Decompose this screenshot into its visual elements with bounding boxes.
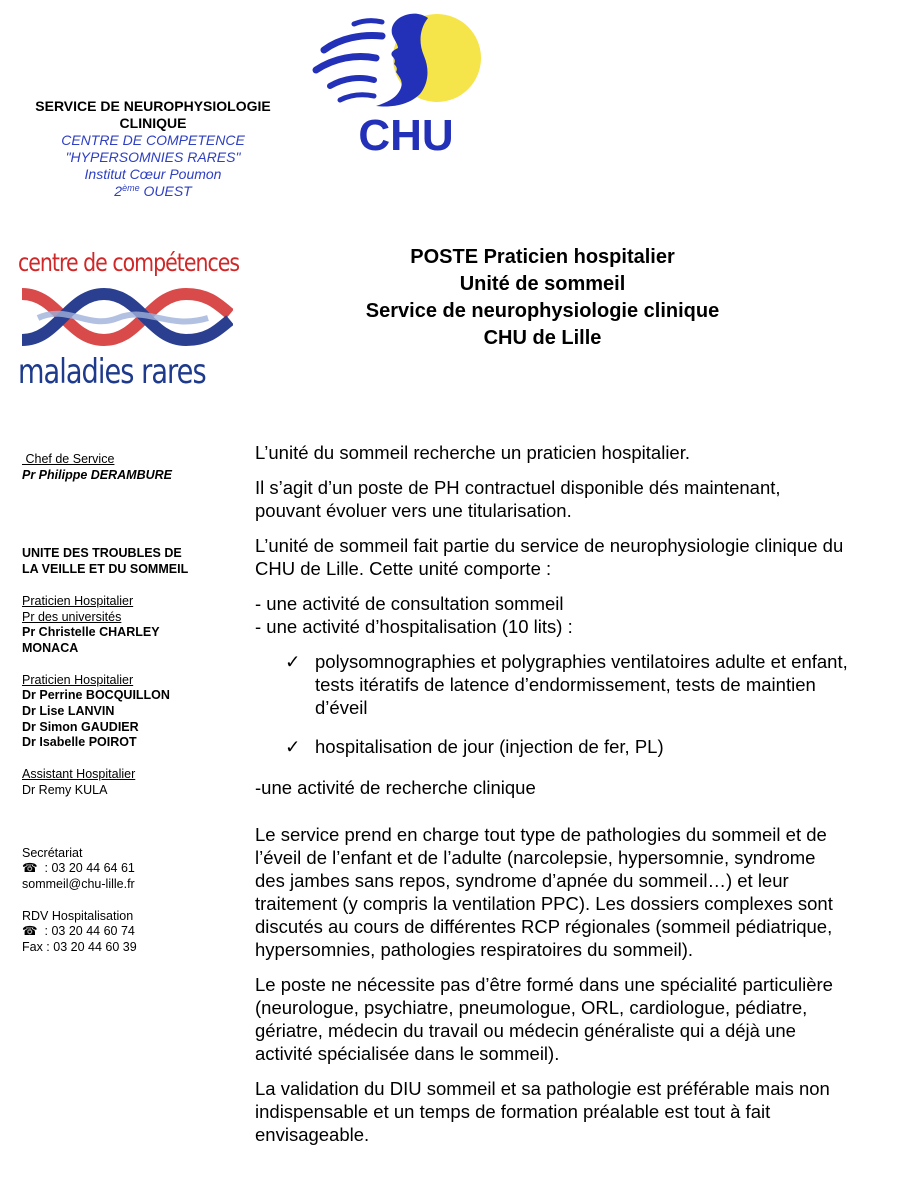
activity-item: - une activité de consultation sommeil <box>255 593 564 614</box>
checkmark-icon: ✓ <box>285 651 301 672</box>
rare-diseases-logo-top-text: centre de compétences <box>18 248 240 277</box>
post-title-line2: Unité de sommeil <box>459 273 626 295</box>
rare-diseases-logo-bottom-text: maladies rares <box>18 352 206 392</box>
requirements-line: activité spécialisée dans le sommeil). <box>255 1043 560 1064</box>
service-header <box>18 98 288 200</box>
job-description <box>255 441 915 1146</box>
secretariat-label: Secrétariat <box>22 845 83 860</box>
pu-name-line2: MONACA <box>22 640 79 655</box>
post-title <box>290 244 795 352</box>
scope-line: des jambes sans repos, syndrome d’apnée du sommeil…) et leur <box>255 870 789 891</box>
contract-line2: pouvant évoluer vers une titularisation. <box>255 500 572 521</box>
activity-item: -une activité de recherche clinique <box>255 777 536 798</box>
chu-logo-face <box>376 14 428 107</box>
chu-logo <box>310 8 490 158</box>
institute-line: Institut Cœur Poumon <box>84 166 222 182</box>
rdv-fax: Fax : 03 20 44 60 39 <box>22 940 137 955</box>
service-name-line2: CLINIQUE <box>119 115 187 131</box>
pu-name-line1: Pr Christelle CHARLEY <box>22 625 160 640</box>
scope-line: traitement (y compris la ventilation PPC). Les dossiers complexes sont <box>255 893 833 914</box>
service-name-line1: SERVICE DE NEUROPHYSIOLOGIE <box>35 98 271 114</box>
diu-line: indispensable et un temps de formation préalable est tout à fait <box>255 1101 771 1122</box>
scope-line: Le service prend en charge tout type de pathologies du sommeil et de <box>255 824 827 845</box>
diu-line: envisageable. <box>255 1124 370 1145</box>
phone-icon: ☎ <box>22 861 38 876</box>
check-item-line: tests itératifs de latence d’endormissement, tests de maintien <box>315 674 816 695</box>
rdv-label: RDV Hospitalisation <box>22 908 134 923</box>
ph-name: Dr Isabelle POIROT <box>22 735 137 750</box>
pu-label: Pr des universités <box>22 609 122 624</box>
diu-line: La validation du DIU sommeil et sa pathologie est préférable mais non <box>255 1078 830 1099</box>
competence-center-line: CENTRE DE COMPETENCE <box>61 132 245 148</box>
secretariat-phone: : 03 20 44 64 61 <box>37 861 135 876</box>
post-title-line1: POSTE Praticien hospitalier <box>410 246 675 268</box>
check-item-line: hospitalisation de jour (injection de fer, PL) <box>315 736 664 757</box>
post-title-line4: CHU de Lille <box>483 327 602 349</box>
ph-name: Dr Simon GAUDIER <box>22 719 139 734</box>
check-item-line: d’éveil <box>315 697 368 718</box>
unit-name-line2: LA VEILLE ET DU SOMMEIL <box>22 562 189 577</box>
chu-logo-text: CHU <box>358 111 454 158</box>
hypersomnia-line: "HYPERSOMNIES RARES" <box>65 149 241 165</box>
ph-label: Praticien Hospitalier <box>22 593 134 608</box>
checkmark-icon: ✓ <box>285 736 301 757</box>
unit-line1: L’unité de sommeil fait partie du service de neurophysiologie clinique du <box>255 535 844 556</box>
rdv-phone: : 03 20 44 60 74 <box>37 924 135 939</box>
intro-paragraph: L’unité du sommeil recherche un praticien hospitalier. <box>255 442 690 463</box>
chef-name: Pr Philippe DERAMBURE <box>22 467 173 482</box>
requirements-line: gériatre, médecin du travail ou médecin généraliste qui a déjà une <box>255 1020 796 1041</box>
ph2-label: Praticien Hospitalier <box>22 672 134 687</box>
rare-diseases-logo <box>18 248 240 393</box>
contract-line1: Il s’agit d’un poste de PH contractuel disponible dés maintenant, <box>255 477 781 498</box>
post-title-line3: Service de neurophysiologie clinique <box>365 300 720 322</box>
unit-name-line1: UNITE DES TROUBLES DE <box>22 546 182 561</box>
rdv-phone-row <box>22 924 237 940</box>
secretariat-phone-row <box>22 861 237 877</box>
scope-line: l’éveil de l’enfant et de l’adulte (narcolepsie, hypersomnie, syndrome <box>255 847 816 868</box>
floor-line: 2ème OUEST <box>114 183 192 199</box>
scope-line: hypersomnies, pathologies respiratoires du sommeil). <box>255 939 694 960</box>
ph-name: Dr Lise LANVIN <box>22 704 115 719</box>
dna-helix-graphic <box>18 284 233 350</box>
unit-line2: CHU de Lille. Cette unité comporte : <box>255 558 552 579</box>
activity-item: - une activité d’hospitalisation (10 lits) : <box>255 616 573 637</box>
assistant-name: Dr Remy KULA <box>22 782 108 797</box>
check-item-line: polysomnographies et polygraphies ventilatoires adulte et enfant, <box>315 651 848 672</box>
scope-line: discutés au cours de différentes RCP régionales (sommeil pédiatrique, <box>255 916 833 937</box>
staff-sidebar <box>22 452 237 956</box>
requirements-line: (neurologue, psychiatre, pneumologue, ORL, cardiologue, pédiatre, <box>255 997 808 1018</box>
secretariat-email: sommeil@chu-lille.fr <box>22 876 135 891</box>
requirements-line: Le poste ne nécessite pas d’être formé dans une spécialité particulière <box>255 974 833 995</box>
phone-icon: ☎ <box>22 924 38 939</box>
ph-name: Dr Perrine BOCQUILLON <box>22 688 170 703</box>
assistant-label: Assistant Hospitalier <box>22 767 136 782</box>
chef-label: Chef de Service <box>22 452 115 466</box>
